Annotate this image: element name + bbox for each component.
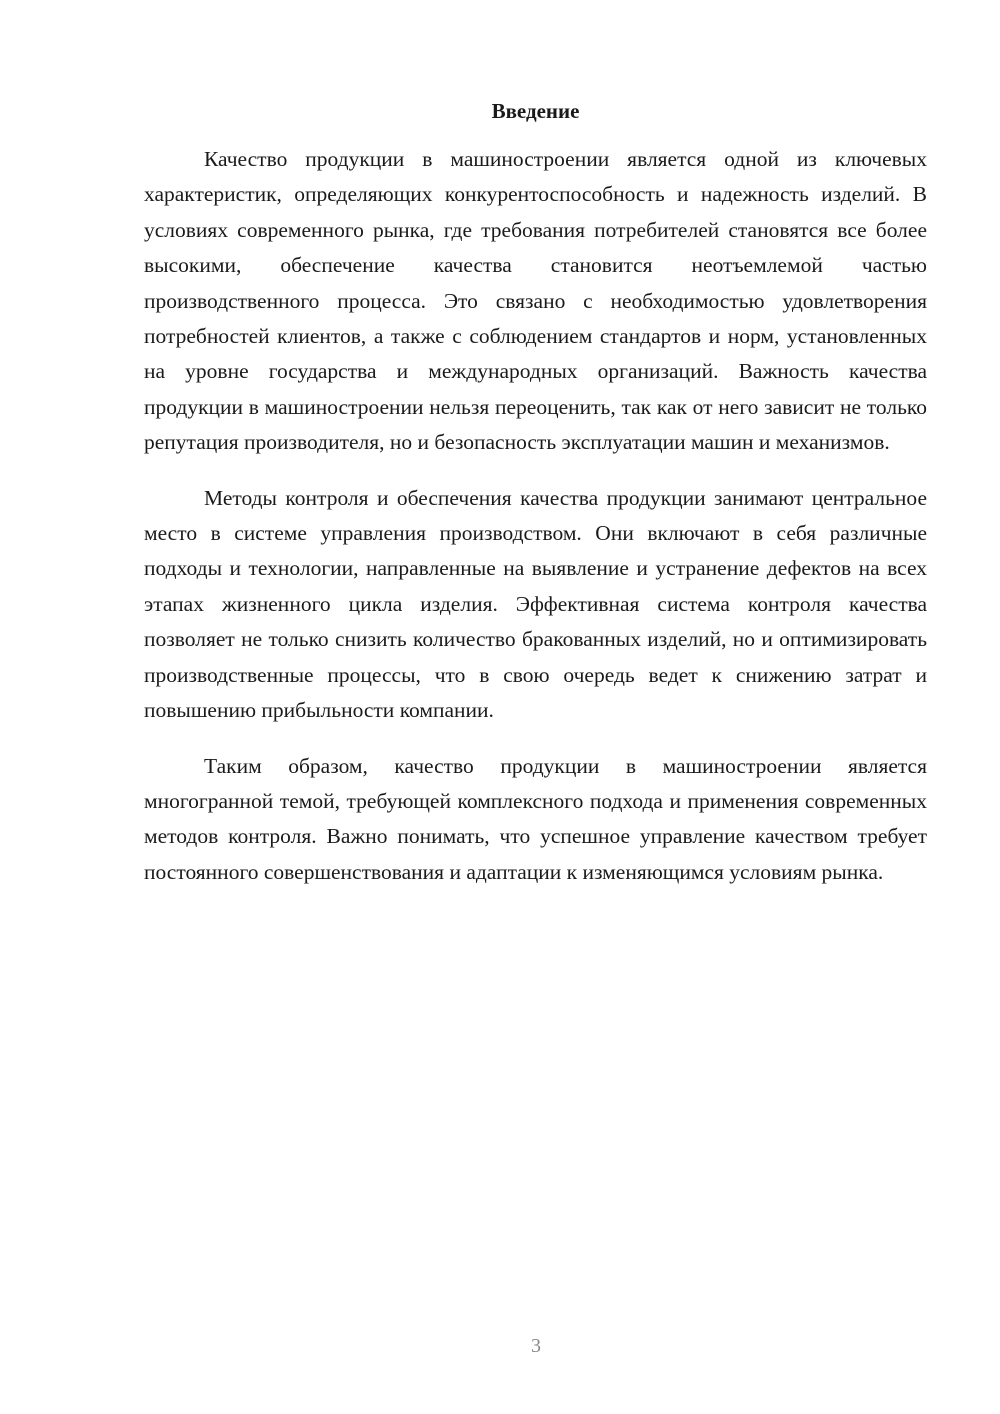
paragraph-conclusion: Таким образом, качество продукции в машиностроении является многогранной темой, требующей комплексного подхода и применения современных методов контроля. Важно понимать, что успешное управление качеством требует постоянного совершенствования и адаптации к изменяющимся условиям рынка.: [144, 753, 927, 884]
document-body: [144, 142, 927, 910]
page-number: 3: [531, 1335, 541, 1357]
section-title: Введение: [491, 99, 580, 123]
paragraph-control-methods: Методы контроля и обеспечения качества продукции занимают центральное место в системе управления производством. Они включают в себя различные подходы и технологии, направленные на выявление и устранение дефектов на всех этапах жизненного цикла изделия. Эффективная система контроля качества позволяет не только снизить количество бракованных изделий, но и оптимизировать производственные процессы, что в свою очередь ведет к снижению затрат и повышению прибыльности компании.: [144, 485, 927, 723]
paragraph-quality-importance: Качество продукции в машиностроении является одной из ключевых характеристик, определяющих конкурентоспособность и надежность изделий. В условиях современного рынка, где требования потребителей становятся все более высокими, обеспечение качества становится неотъемлемой частью производственного процесса. Это связано с необходимостью удовлетворения потребностей клиентов, а также с соблюдением стандартов и норм, установленных на уровне государства и международных организаций. Важность качества продукции в машиностроении нельзя переоценить, так как от него зависит не только репутация производителя, но и безопасность эксплуатации машин и механизмов.: [144, 147, 927, 455]
